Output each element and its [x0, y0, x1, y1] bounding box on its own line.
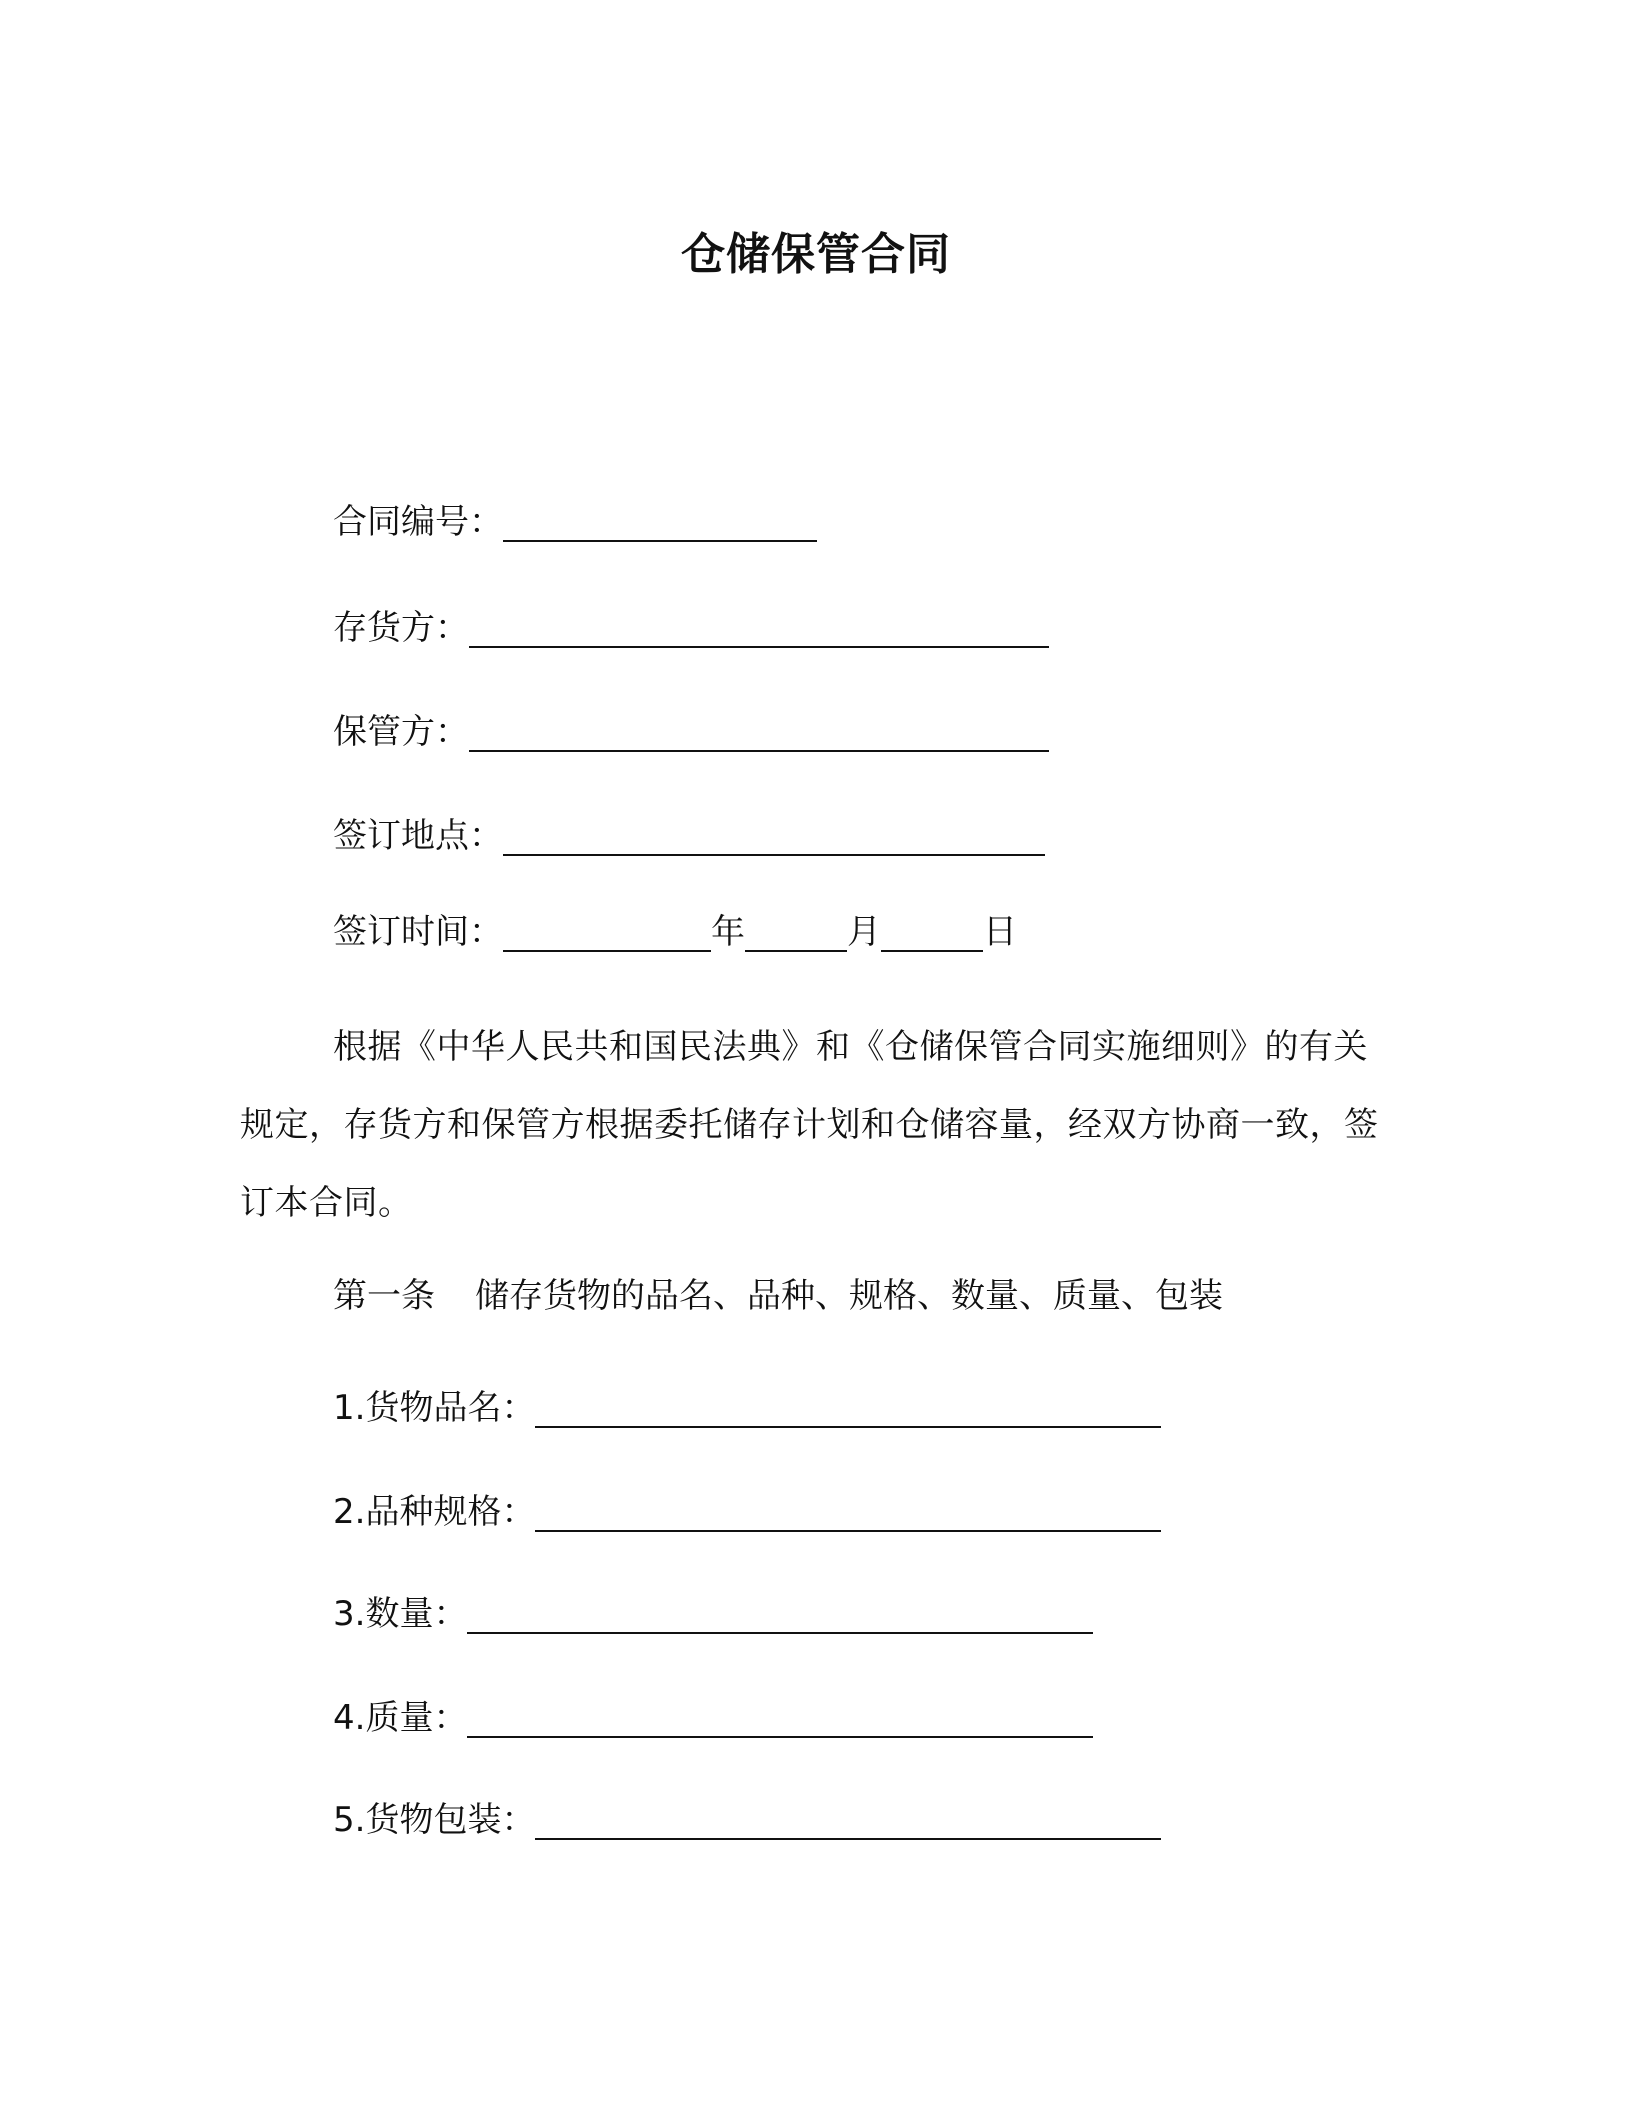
- depositor-label: 存货方：: [333, 608, 469, 648]
- variety-spec-label: 2.品种规格：: [333, 1492, 536, 1532]
- item-variety-spec: [333, 1488, 1161, 1536]
- packaging-blank[interactable]: [535, 1802, 1161, 1840]
- item-quantity: [333, 1590, 1093, 1638]
- month-unit: 月: [847, 912, 881, 952]
- goods-name-label: 1.货物品名：: [333, 1388, 536, 1428]
- sign-year-blank[interactable]: [503, 914, 711, 952]
- sign-place-label: 签订地点：: [333, 816, 503, 856]
- sign-day-blank[interactable]: [881, 914, 983, 952]
- field-contract-no: [333, 498, 817, 546]
- packaging-label: 5.货物包装：: [333, 1800, 536, 1840]
- year-unit: 年: [711, 912, 745, 952]
- field-depositor: [333, 604, 1049, 652]
- field-custodian: [333, 708, 1049, 756]
- contract-no-label: 合同编号：: [333, 502, 503, 542]
- field-sign-time: [333, 908, 1017, 956]
- article-1-number: 第一条: [333, 1276, 435, 1316]
- item-quality: [333, 1694, 1093, 1742]
- item-packaging: [333, 1796, 1161, 1844]
- quantity-blank[interactable]: [467, 1596, 1093, 1634]
- quality-label: 4.质量：: [333, 1698, 468, 1738]
- goods-name-blank[interactable]: [535, 1390, 1161, 1428]
- article-1-heading: [333, 1272, 1223, 1320]
- document-title: 仓储保管合同: [681, 229, 951, 280]
- article-1-title: 储存货物的品名、品种、规格、数量、质量、包装: [475, 1276, 1223, 1316]
- day-unit: 日: [983, 912, 1017, 952]
- preamble-paragraph: 根据《中华人民共和国民法典》和《仓储保管合同实施细则》的有关规定，存货方和保管方根据委托储存计划和仓储容量，经双方协商一致，签订本合同。: [240, 1027, 1379, 1223]
- sign-time-label: 签订时间：: [333, 912, 503, 952]
- item-goods-name: [333, 1384, 1161, 1432]
- custodian-blank[interactable]: [469, 714, 1049, 752]
- field-sign-place: [333, 812, 1045, 860]
- contract-no-blank[interactable]: [503, 504, 817, 542]
- quantity-label: 3.数量：: [333, 1594, 468, 1634]
- quality-blank[interactable]: [467, 1700, 1093, 1738]
- custodian-label: 保管方：: [333, 712, 469, 752]
- depositor-blank[interactable]: [469, 610, 1049, 648]
- sign-place-blank[interactable]: [503, 818, 1045, 856]
- variety-spec-blank[interactable]: [535, 1494, 1161, 1532]
- sign-month-blank[interactable]: [745, 914, 847, 952]
